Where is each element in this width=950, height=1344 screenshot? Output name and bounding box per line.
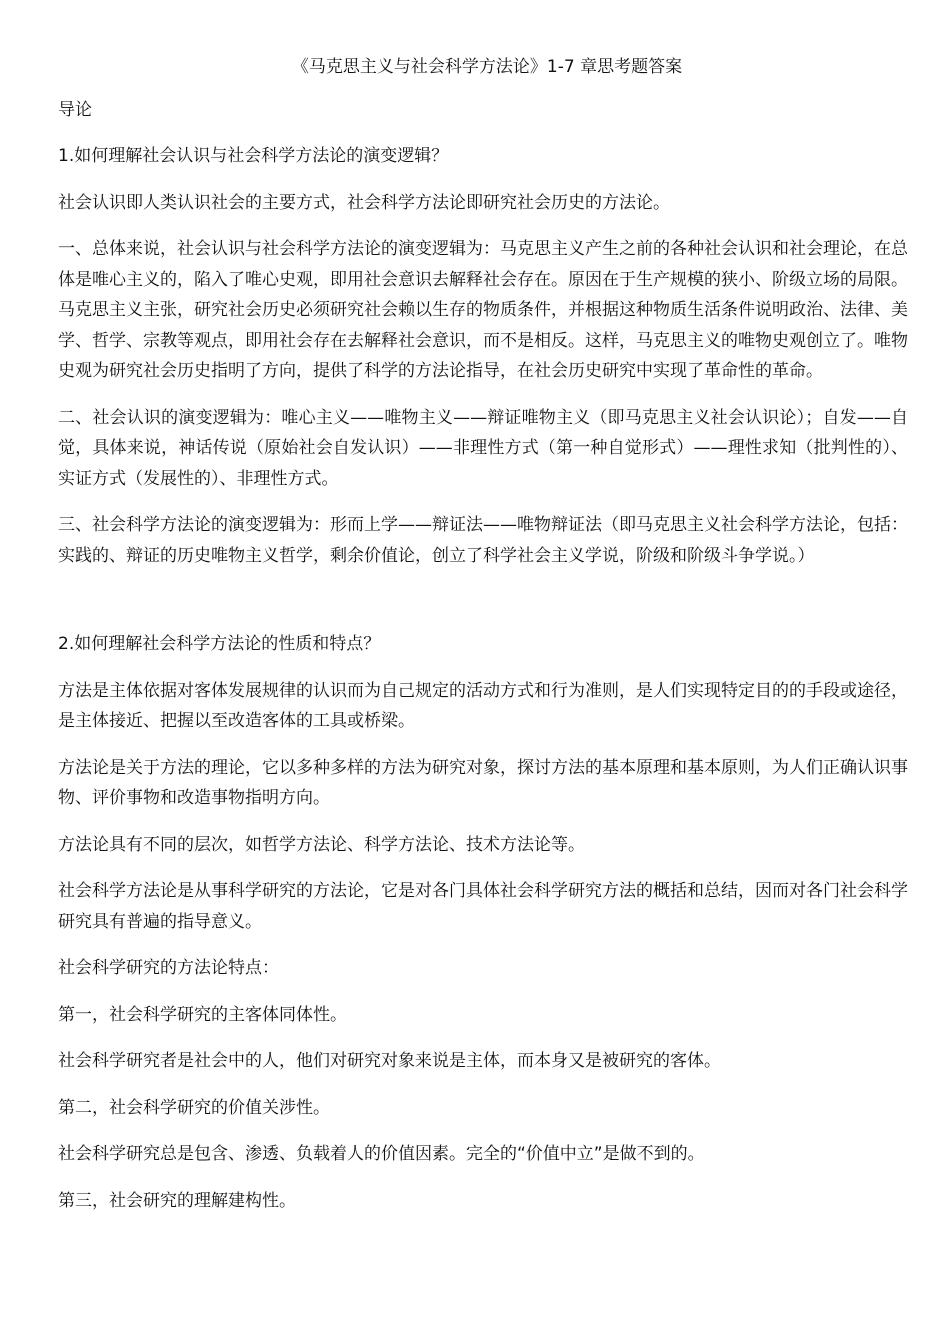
q2-paragraph-8: 第二，社会科学研究的价值关涉性。 bbox=[58, 1097, 330, 1118]
q2-paragraph-3: 方法论具有不同的层次，如哲学方法论、科学方法论、技术方法论等。 bbox=[58, 834, 585, 855]
q1-paragraph-1: 社会认识即人类认识社会的主要方式，社会科学方法论即研究社会历史的方法论。 bbox=[58, 192, 670, 213]
document-title: 《马克思主义与社会科学方法论》1-7 章思考题答案 bbox=[291, 57, 683, 77]
q1-paragraph-4: 三、社会科学方法论的演变逻辑为：形而上学——辩证法——唯物辩证法（即马克思主义社会科学方法论，包括：实践的、辩证的历史唯物主义哲学，剩余价值论，创立了科学社会主义学说，阶级和阶级斗争学说。） bbox=[58, 515, 908, 566]
q1-paragraph-3: 二、社会认识的演变逻辑为：唯心主义——唯物主义——辩证唯物主义（即马克思主义社会认识论）；自发——自觉，具体来说，神话传说（原始社会自发认识）——非理性方式（第一种自觉形式）——理性求知（批判性的）、实证方式（发展性的）、非理性方式。 bbox=[58, 407, 908, 489]
question-2: 2.如何理解社会科学方法论的性质和特点？ bbox=[58, 634, 381, 654]
q2-paragraph-9: 社会科学研究总是包含、渗透、负载着人的价值因素。完全的“价值中立”是做不到的。 bbox=[58, 1144, 705, 1164]
q2-paragraph-2: 方法论是关于方法的理论，它以多种多样的方法为研究对象，探讨方法的基本原理和基本原则，为人们正确认识事物、评价事物和改造事物指明方向。 bbox=[58, 757, 908, 808]
q2-paragraph-5: 社会科学研究的方法论特点： bbox=[58, 958, 279, 978]
q2-paragraph-1: 方法是主体依据对客体发展规律的认识而为自己规定的活动方式和行为准则，是人们实现特定目的的手段或途径，是主体接近、把握以至改造客体的工具或桥梁。 bbox=[58, 680, 908, 731]
q1-paragraph-2: 一、总体来说，社会认识与社会科学方法论的演变逻辑为：马克思主义产生之前的各种社会认识和社会理论，在总体是唯心主义的，陷入了唯心史观，即用社会意识去解释社会存在。原因在于生产规模的狭小、阶级立场的局限。马克思主义主张，研究社会历史必须研究社会赖以生存的物质条件，并根据这种物质生活条件说明政治、法律、美学、哲学、宗教等观点，即用社会存在去解释社会意识，而不是相反。这样，马克思主义的唯物史观创立了。唯物史观为研究社会历史指明了方向，提供了科学的方法论指导，在社会历史研究中实现了革命性的革命。 bbox=[58, 239, 908, 381]
question-1: 1.如何理解社会认识与社会科学方法论的演变逻辑？ bbox=[58, 146, 449, 166]
blank-line bbox=[58, 587, 908, 629]
q2-paragraph-4: 社会科学方法论是从事科学研究的方法论，它是对各门具体社会科学研究方法的概括和总结，因而对各门社会科学研究具有普遍的指导意义。 bbox=[58, 881, 908, 932]
q2-paragraph-10: 第三，社会研究的理解建构性。 bbox=[58, 1190, 296, 1211]
section-heading: 导论 bbox=[58, 99, 92, 120]
q2-paragraph-7: 社会科学研究者是社会中的人，他们对研究对象来说是主体，而本身又是被研究的客体。 bbox=[58, 1051, 721, 1071]
document-page bbox=[58, 52, 908, 1232]
q2-paragraph-6: 第一，社会科学研究的主客体同体性。 bbox=[58, 1004, 347, 1025]
